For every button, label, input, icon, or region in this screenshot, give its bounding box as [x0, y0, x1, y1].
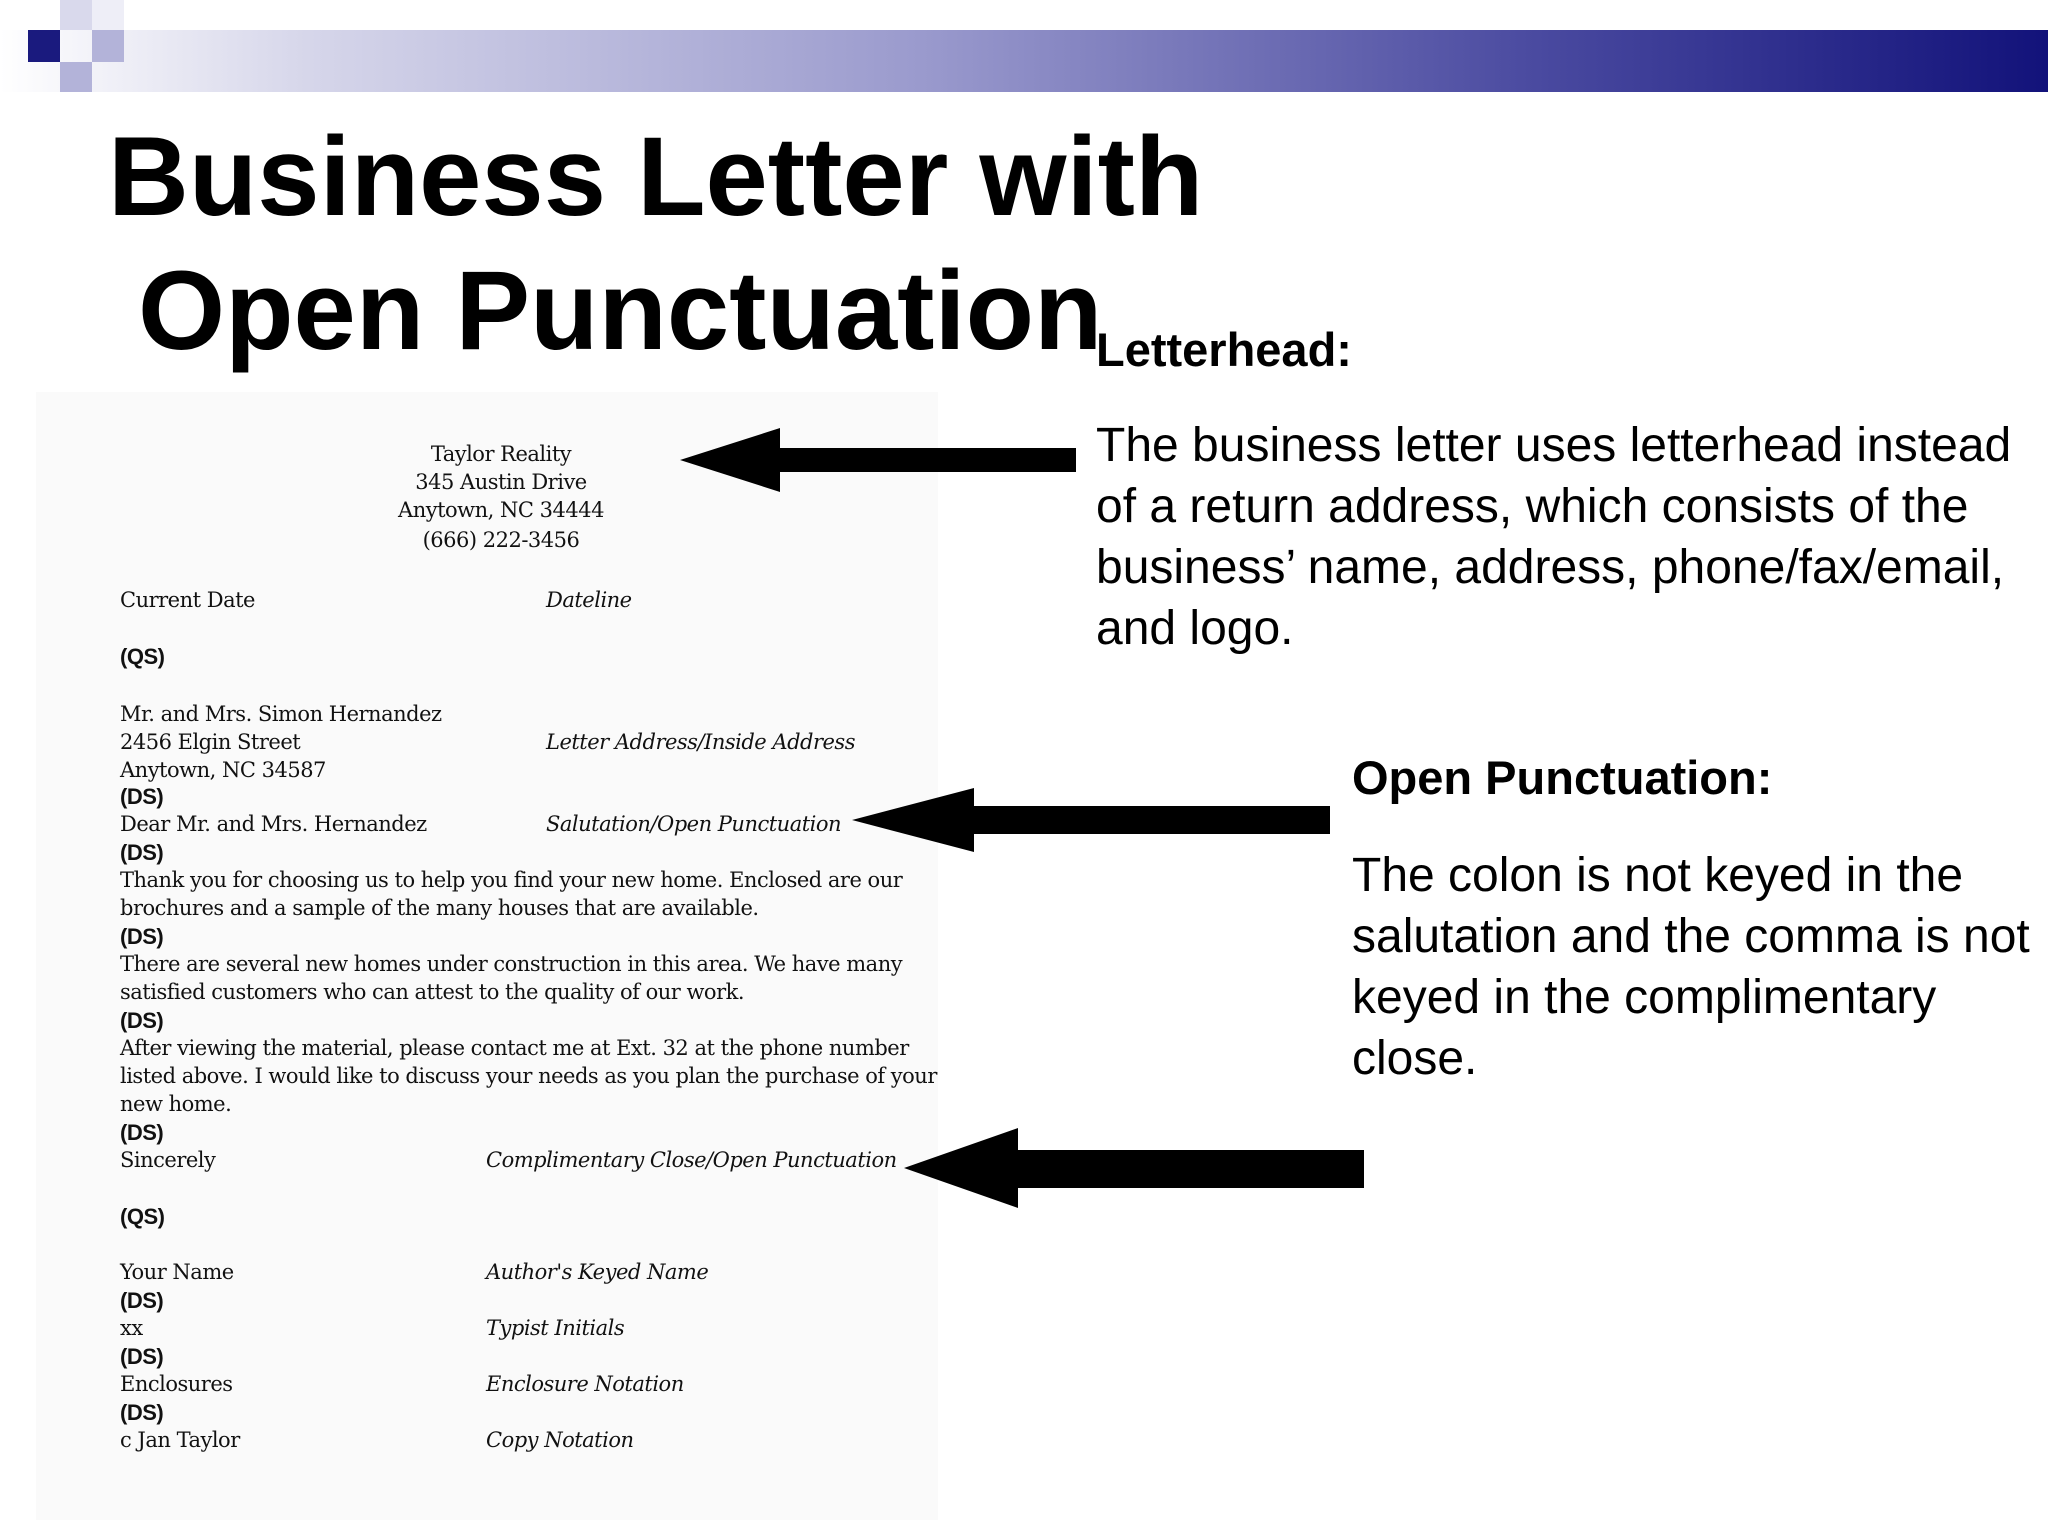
address-label: Letter Address/Inside Address	[546, 730, 855, 754]
initials-label: Typist Initials	[486, 1316, 625, 1340]
spacing-note: (DS)	[120, 1120, 164, 1145]
body-line: new home.	[120, 1092, 232, 1116]
body-line: brochures and a sample of the many houses that are available.	[120, 896, 759, 920]
salutation-label: Salutation/Open Punctuation	[546, 812, 842, 836]
arrow-left-icon	[904, 1126, 1368, 1210]
body-line: There are several new homes under construction in this area. We have many	[120, 952, 903, 976]
open-punctuation-callout	[1352, 750, 2032, 1089]
open-punctuation-heading: Open Punctuation:	[1352, 751, 1773, 804]
letterhead-line: 345 Austin Drive	[415, 470, 587, 494]
author-name: Your Name	[120, 1260, 234, 1284]
closing-line: Sincerely	[120, 1148, 216, 1172]
letterhead-description: The business letter uses letterhead instead of a return address, which consists of the business’ name, address, phone/fax/email, and logo.	[1096, 419, 2012, 655]
spacing-note: (DS)	[120, 1344, 164, 1369]
header-banner	[0, 30, 2048, 92]
spacing-note: (QS)	[120, 644, 165, 669]
date-line: Current Date	[120, 588, 255, 612]
sample-letter-image	[36, 392, 938, 1520]
spacing-note: (DS)	[120, 1288, 164, 1313]
body-line: Thank you for choosing us to help you find your new home. Enclosed are our	[120, 868, 903, 892]
copy-label: Copy Notation	[486, 1428, 634, 1452]
letterhead-callout	[1096, 322, 2036, 659]
salutation-line: Dear Mr. and Mrs. Hernandez	[120, 812, 427, 836]
spacing-note: (QS)	[120, 1204, 165, 1229]
title-line-1: Business Letter with	[108, 114, 1204, 239]
arrow-left-icon	[680, 424, 1080, 496]
decorative-square	[92, 30, 124, 62]
address-line: Mr. and Mrs. Simon Hernandez	[120, 702, 442, 726]
arrow-left-icon	[852, 784, 1334, 856]
enclosure-label: Enclosure Notation	[486, 1372, 684, 1396]
enclosure-line: Enclosures	[120, 1372, 233, 1396]
decorative-square	[92, 0, 124, 30]
address-line: Anytown, NC 34587	[120, 758, 326, 782]
dateline-label: Dateline	[546, 588, 632, 612]
slide-title	[108, 110, 1208, 378]
address-line: 2456 Elgin Street	[120, 730, 301, 754]
decorative-square	[60, 0, 92, 30]
body-line: satisfied customers who can attest to the quality of our work.	[120, 980, 745, 1004]
spacing-note: (DS)	[120, 840, 164, 865]
letterhead-heading: Letterhead:	[1096, 323, 1352, 376]
decorative-square	[28, 30, 60, 62]
spacing-note: (DS)	[120, 1400, 164, 1425]
spacing-note: (DS)	[120, 784, 164, 809]
letterhead-line: Taylor Reality	[430, 442, 572, 466]
body-line: After viewing the material, please contact me at Ext. 32 at the phone number	[120, 1036, 909, 1060]
spacing-note: (DS)	[120, 1008, 164, 1033]
body-line: listed above. I would like to discuss your needs as you plan the purchase of your	[120, 1064, 937, 1088]
spacing-note: (DS)	[120, 924, 164, 949]
author-label: Author's Keyed Name	[486, 1260, 709, 1284]
open-punctuation-description: The colon is not keyed in the salutation and the comma is not keyed in the complimentary close.	[1352, 849, 2030, 1085]
decorative-square	[60, 62, 92, 92]
letterhead-line: Anytown, NC 34444	[398, 498, 604, 522]
letterhead-line: (666) 222-3456	[422, 528, 580, 552]
closing-label: Complimentary Close/Open Punctuation	[486, 1148, 897, 1172]
typist-initials: xx	[120, 1316, 143, 1340]
title-line-2: Open Punctuation	[138, 248, 1103, 373]
copy-line: c Jan Taylor	[120, 1428, 240, 1452]
